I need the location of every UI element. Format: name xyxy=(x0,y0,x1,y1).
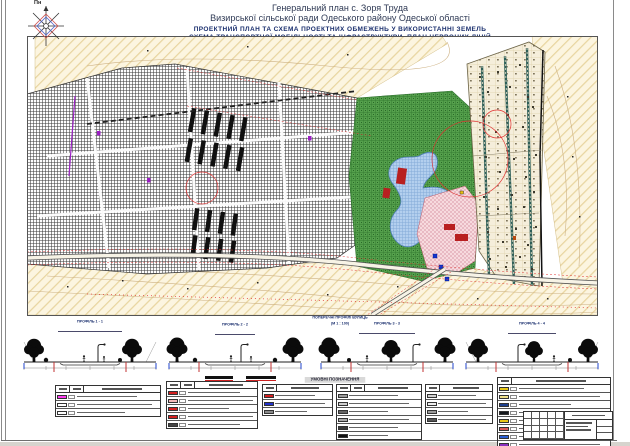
legend-label-bar xyxy=(349,435,388,437)
profile-3-title: ПРОФІЛЬ 3 - 3 xyxy=(332,322,442,334)
street-profiles-drawing xyxy=(12,328,618,376)
legend-rows xyxy=(337,392,421,439)
profile-4-title: ПРОФІЛЬ 4 - 4 xyxy=(477,322,587,334)
legend-row xyxy=(426,415,492,423)
legend-swatch xyxy=(499,403,509,407)
legend-label-bar xyxy=(519,388,584,390)
plan-title-line2: Визирської сільської ради Одеського району Одеської області xyxy=(210,13,470,24)
legend-label-bar xyxy=(519,396,600,398)
legend-label-bar xyxy=(275,395,315,397)
purple-marker-2 xyxy=(308,136,312,141)
legend-swatch-secondary xyxy=(510,427,517,431)
legend-label-bar xyxy=(438,395,476,397)
legend-row xyxy=(56,393,160,400)
legend-label-bar xyxy=(349,419,409,421)
legend-row xyxy=(56,408,160,416)
legend-row xyxy=(167,412,257,420)
north-arrow-tip xyxy=(44,6,49,11)
legend-label-bar xyxy=(438,411,468,413)
legend-swatch xyxy=(338,402,348,406)
north-label: Пн xyxy=(34,0,42,6)
legend-swatch xyxy=(338,394,348,398)
legend-swatch xyxy=(338,418,348,422)
legend-label-bar xyxy=(438,403,486,405)
legend-swatch-secondary xyxy=(510,411,517,415)
street-profile-4 xyxy=(466,339,598,372)
legend-row xyxy=(337,407,421,415)
legend-swatch-secondary xyxy=(179,423,186,427)
legend-row xyxy=(337,392,421,399)
legend-row xyxy=(498,400,610,408)
legend-label-bar xyxy=(77,396,137,398)
legend-swatch xyxy=(168,423,178,427)
north-compass xyxy=(24,2,68,46)
legend-row xyxy=(56,400,160,408)
legend-rows xyxy=(56,393,160,416)
legend-label-bar xyxy=(188,424,240,426)
street-profile-1 xyxy=(24,339,156,372)
legend-table-4 xyxy=(336,384,422,440)
legend-swatch xyxy=(499,387,509,391)
legend-swatch-secondary xyxy=(510,403,517,407)
legend-row xyxy=(337,431,421,439)
legend-swatch xyxy=(57,403,67,407)
village-layer xyxy=(467,42,545,286)
legend-swatch xyxy=(338,410,348,414)
legend-swatch-secondary xyxy=(179,399,186,403)
legend-label-bar xyxy=(519,444,600,446)
legend-swatch xyxy=(168,391,178,395)
legend-row xyxy=(337,415,421,423)
legend-label-bar xyxy=(349,427,398,429)
legend-swatch-secondary xyxy=(510,387,517,391)
legend-label-bar xyxy=(188,392,240,394)
legend-label-bar xyxy=(438,419,486,421)
purple-marker-3 xyxy=(147,178,151,183)
legend-rows xyxy=(426,392,492,423)
plan-title-line1: Генеральний план с. Зоря Труда xyxy=(272,3,408,13)
legend-row xyxy=(426,392,492,399)
legend-swatch xyxy=(338,426,348,430)
legend-swatch-secondary xyxy=(68,395,75,399)
legend-row xyxy=(498,392,610,400)
red-building-3 xyxy=(444,224,455,230)
legend-table-5 xyxy=(425,384,493,424)
legend-row xyxy=(337,399,421,407)
profile-2-title: ПРОФІЛЬ 2 - 2 xyxy=(180,323,290,335)
legend-swatch-secondary xyxy=(179,415,186,419)
village-orange-marker xyxy=(513,236,516,240)
legend-label-bar xyxy=(188,400,253,402)
purple-marker-1 xyxy=(97,131,101,136)
legend-swatch xyxy=(499,443,509,446)
legend-table-1 xyxy=(55,385,161,417)
profiles-section-heading: ПОПЕРЕЧНІ ПРОФІЛІ ВУЛИЦЬ (М 1 : 100) xyxy=(312,316,368,326)
legend-row xyxy=(337,423,421,431)
legend-swatch-secondary xyxy=(510,395,517,399)
legend-label-bar xyxy=(519,404,571,406)
legend-swatch xyxy=(57,395,67,399)
title-block-right xyxy=(565,412,612,439)
legend-swatch xyxy=(499,411,509,415)
street-profile-2 xyxy=(167,338,304,373)
legend-row xyxy=(426,407,492,415)
legend-row xyxy=(498,385,610,392)
legend-swatch xyxy=(427,402,437,406)
legend-swatch xyxy=(427,410,437,414)
legend-swatch xyxy=(264,394,274,398)
legend-label-bar xyxy=(188,408,229,410)
legend-label-bar xyxy=(349,411,388,413)
legend-row xyxy=(167,396,257,404)
legend-rows xyxy=(263,392,332,415)
profile-1-title: ПРОФІЛЬ 1 - 1 xyxy=(35,320,145,332)
title-block xyxy=(523,411,613,440)
blue-symbol-1 xyxy=(433,254,437,258)
legend-row xyxy=(167,420,257,428)
legend-row xyxy=(498,440,610,446)
legend-swatch xyxy=(499,419,509,423)
legend-row xyxy=(263,399,332,407)
legend-swatch xyxy=(499,427,509,431)
legend-swatch xyxy=(264,402,274,406)
legend-swatch-secondary xyxy=(510,435,517,439)
legend-rows xyxy=(167,389,257,428)
legend-row xyxy=(263,407,332,415)
legend-heading: УМОВНІ ПОЗНАЧЕННЯ xyxy=(293,377,377,385)
legend-label-bar xyxy=(77,404,152,406)
red-building-2 xyxy=(382,188,390,199)
poi-marker xyxy=(460,191,464,194)
legend-swatch xyxy=(499,435,509,439)
legend-label-bar xyxy=(275,411,307,413)
legend-swatch xyxy=(499,395,509,399)
legend-swatch-secondary xyxy=(510,443,517,446)
legend-swatch xyxy=(427,394,437,398)
street-profile-3 xyxy=(319,338,456,373)
legend-table-3 xyxy=(262,384,333,416)
planned-residential-grid-layer xyxy=(27,64,375,274)
legend-label-bar xyxy=(77,412,125,414)
legend-label-bar xyxy=(349,403,409,405)
legend-label-bar xyxy=(188,416,253,418)
legend-row xyxy=(167,404,257,412)
legend-swatch xyxy=(168,399,178,403)
legend-swatch-secondary xyxy=(68,403,75,407)
red-building-4 xyxy=(455,234,468,241)
legend-swatch-secondary xyxy=(68,411,75,415)
plan-subtitle-line1: ПРОЕКТНИЙ ПЛАН ТА СХЕМА ПРОЕКТНИХ ОБМЕЖЕНЬ У ВИКОРИСТАННІ ЗЕМЕЛЬ xyxy=(193,25,487,33)
legend-swatch xyxy=(168,407,178,411)
legend-swatch-secondary xyxy=(179,391,186,395)
legend-swatch xyxy=(338,434,348,438)
legend-swatch xyxy=(264,410,274,414)
legend-label-bar xyxy=(275,403,325,405)
title-block-grid xyxy=(524,412,565,439)
frame-left-outer xyxy=(1,0,2,441)
legend-swatch-secondary xyxy=(179,407,186,411)
legend-swatch xyxy=(168,415,178,419)
master-plan-map xyxy=(27,36,598,316)
legend-row xyxy=(167,389,257,396)
legend-swatch xyxy=(57,411,67,415)
legend-swatch-secondary xyxy=(510,419,517,423)
legend-row xyxy=(263,392,332,399)
legend-swatch xyxy=(427,418,437,422)
legend-row xyxy=(426,399,492,407)
legend-table-2 xyxy=(166,381,258,429)
legend-label-bar xyxy=(349,395,398,397)
frame-left-inner xyxy=(5,0,6,441)
